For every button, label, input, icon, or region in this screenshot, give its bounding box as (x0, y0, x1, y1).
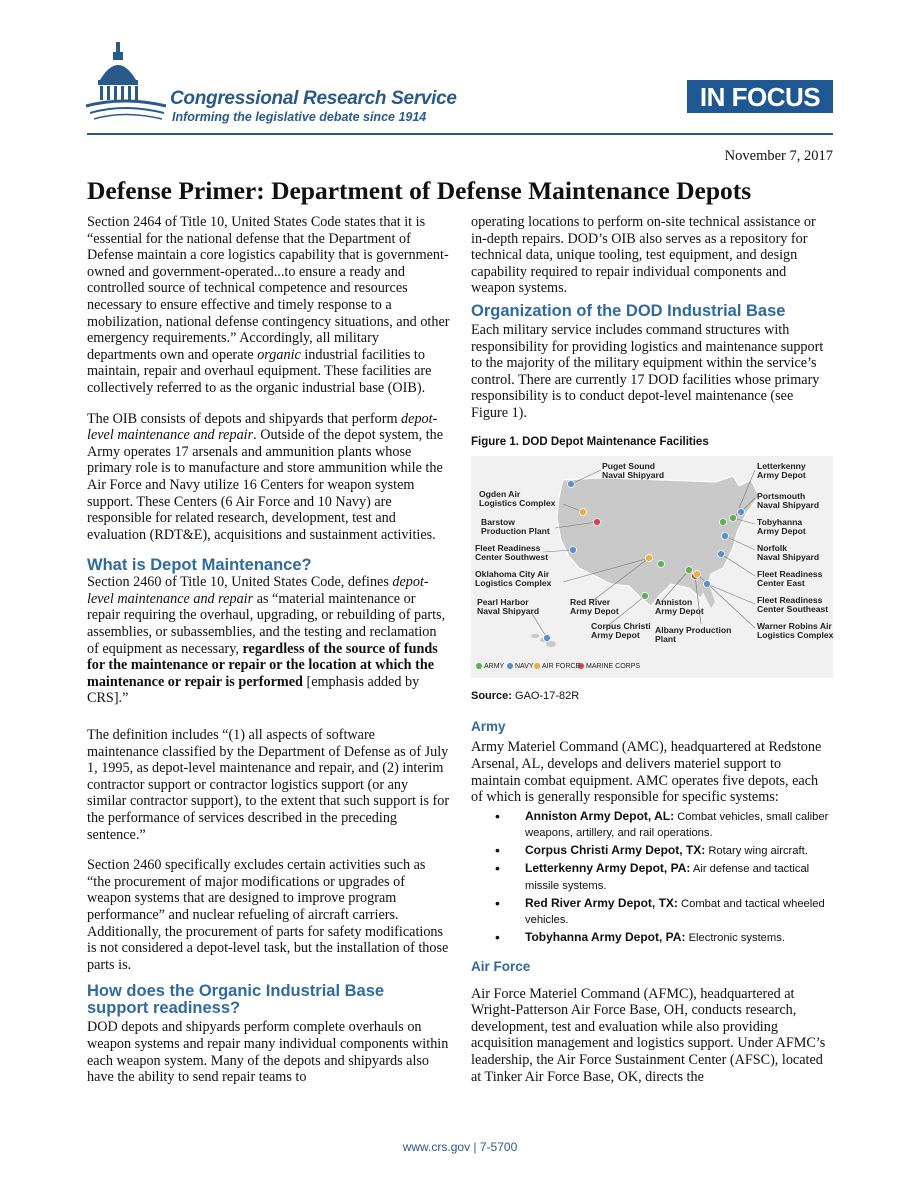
figure-caption: Figure 1. DOD Depot Maintenance Facilities (471, 435, 709, 448)
marker-anniston (686, 567, 693, 574)
figure-source: Source: GAO-17-82R (471, 690, 580, 703)
label-frcsw: Fleet Readiness Center Southwest (475, 543, 549, 563)
list-item: • Anniston Army Depot, AL: Combat vehicles, small caliber weapons, artillery, and rail operations. (471, 808, 833, 843)
marker-frcse (704, 581, 711, 588)
label-tobyhanna: Tobyhanna Army Depot (757, 517, 806, 537)
marker-tobyhanna (730, 515, 737, 522)
heading-oib-readiness: How does the Organic Industrial Base support readiness? (87, 982, 385, 1018)
list-item: • Red River Army Depot, TX: Combat and tactical wheeled vehicles. (471, 895, 833, 930)
right-column (471, 214, 833, 1099)
legend-air-force: AIR FORCE (542, 663, 581, 671)
legend-marine-corps: MARINE CORPS (586, 663, 641, 671)
marker-frcsw (570, 547, 577, 554)
air-force-paragraph: Air Force Materiel Command (AFMC), headquartered at Wright-Patterson Air Force Base, OH, conducts research, development, test and evaluation while also providing acquisition management and logistics support. Under AFMC’s leadership, the Air Force Sustainment Center (AFSC), located at Tinker Air Force Base, OK, directs the (471, 985, 826, 1085)
in-focus-badge: IN FOCUS (687, 80, 833, 113)
army-depot-list (471, 808, 833, 947)
army-paragraph: Army Materiel Command (AMC), headquartered at Redstone Arsenal, AL, develops and delivers materiel support to maintain combat equipment. AMC operates five depots, each of which is generally responsible for specific systems: (471, 739, 822, 806)
label-portsmouth: Portsmouth Naval Shipyard (757, 491, 820, 511)
header-rule (87, 133, 833, 135)
heading-depot-maintenance: What is Depot Maintenance? (87, 556, 312, 575)
overhaul-paragraph: DOD depots and shipyards perform complete overhauls on weapon systems and repair many individual components within each weapon system. Many of the depots and shipyards also have the ability to send repair teams to (87, 1019, 449, 1086)
marker-pearl (544, 635, 551, 642)
heading-army: Army (471, 718, 506, 734)
label-barstow: Barstow Production Plant (481, 517, 550, 537)
heading-air-force: Air Force (471, 959, 531, 975)
marker-puget (568, 481, 575, 488)
page-title: Defense Primer: Department of Defense Maintenance Depots (87, 176, 752, 205)
marker-warner (694, 571, 701, 578)
footer-url[interactable]: www.crs.gov (402, 1140, 471, 1154)
list-item: • Letterkenny Army Depot, PA: Air defense and tactical missile systems. (471, 860, 833, 895)
label-oklahoma: Oklahoma City Air Logistics Complex (475, 569, 552, 589)
publication-date: November 7, 2017 (724, 148, 833, 164)
left-column (87, 214, 450, 1100)
exclusions-paragraph: Section 2460 specifically excludes certain activities such as “the procurement of major modifications or upgrades of weapon systems that are designed to improve program performance” and nuclear refueling of aircraft carriers. Additionally, the procurement of parts for safety modifications is not considered a depot-level task, but the installation of those parts is. (87, 857, 449, 973)
marker-corpus (642, 593, 649, 600)
label-albany: Albany Production Plant (655, 625, 732, 645)
software-paragraph: The definition includes “(1) all aspects of software maintenance classified by the Department of Defense as of July 1, 1995, as depot-level maintenance and repair, and (2) interim contractor support or contractor logistics support (or any similar contractor support), to the extent that such support is for the performance of services described in the preceding sentence.” (87, 727, 450, 843)
label-warner: Warner Robins Air Logistics Complex (757, 621, 834, 641)
marker-portsmouth (738, 509, 745, 516)
label-letterkenny: Letterkenny Army Depot (757, 461, 806, 481)
label-ogden: Ogden Air Logistics Complex (479, 489, 556, 509)
label-anniston: Anniston Army Depot (655, 597, 704, 617)
crs-capitol-logo (84, 40, 168, 128)
depot-map-figure (471, 456, 833, 678)
marker-ogden (580, 509, 587, 516)
org-name: Congressional Research Service (170, 88, 457, 109)
label-redriver: Red River Army Depot (570, 597, 619, 617)
definition-paragraph: Section 2460 of Title 10, United States Code, defines depot-level maintenance and repair as “material maintenance or repair requiring the overhaul, upgrading, or rebuilding of parts, assemblies, or subassemblies, and the testing and reclamation of equipment as necessary, regardless of the source of funds for the maintenance or repair or the location at which the maintenance or repair is performed [emphasis added by CRS].” (87, 574, 446, 707)
legend-army: ARMY (484, 663, 505, 671)
label-frce: Fleet Readiness Center East (757, 569, 823, 589)
marker-barstow (594, 519, 601, 526)
list-item: • Corpus Christi Army Depot, TX: Rotary wing aircraft. (471, 842, 833, 860)
label-pearl: Pearl Harbor Naval Shipyard (477, 597, 540, 617)
hawaii-islands (531, 634, 556, 647)
org-tagline: Informing the legislative debate since 1914 (172, 110, 427, 124)
footer-separator: | (473, 1140, 477, 1154)
footer-number: 7-5700 (479, 1140, 518, 1154)
legend-navy: NAVY (515, 663, 534, 671)
marker-letterkenny (720, 519, 727, 526)
page-footer (0, 1140, 920, 1154)
us-mainland-shape (557, 476, 759, 606)
label-norfolk: Norfolk Naval Shipyard (757, 543, 820, 563)
marker-redriver (658, 561, 665, 568)
intro-paragraph: Section 2464 of Title 10, United States Code states that it is “essential for the national defense that the Department of Defense maintain a core logistics capability that is government-owned and government-operated...to ensure a ready and controlled source of technical competence and resources necessary to ensure effective and timely response to a mobilization, national defense contingency situations, and other emergency requirements.” Accordingly, all military departments own and operate organic industrial facilities to maintain, repair and overhaul equipment. These facilities are collectively referred to as the organic industrial base (OIB). (87, 214, 450, 396)
organization-paragraph: Each military service includes command structures with responsibility for providing logistics and maintenance support to the majority of the military equipment within the service’s control. There are currently 17 DOD facilities whose primary responsibility is to conduct depot-level maintenance (see Figure 1). (471, 321, 824, 421)
heading-organization: Organization of the DOD Industrial Base (471, 301, 786, 320)
label-puget: Puget Sound Naval Shipyard (602, 461, 665, 481)
label-frcse: Fleet Readiness Center Southeast (757, 595, 829, 615)
oib-paragraph: The OIB consists of depots and shipyards that perform depot-level maintenance and repair. Outside of the depot system, the Army operates 17 arsenals and ammunition plants whose primary role is to manufacture and store ammunition while the Air Force and Navy utilize 16 Centers for weapon system support. These Centers (6 Air Force and 10 Navy) are responsible for related research, development, test and evaluation (RDT&E), acquisitions and sustainment activities. (87, 410, 444, 543)
marker-frce (718, 551, 725, 558)
marker-oklahoma (646, 555, 653, 562)
repository-paragraph: operating locations to perform on-site technical assistance or in-depth repairs. DOD’s OIB also serves as a repository for technical data, unique tooling, test equipment, and design capability required to repair individual components and weapon systems. (471, 214, 816, 297)
list-item: • Tobyhanna Army Depot, PA: Electronic systems. (471, 929, 833, 947)
marker-norfolk (722, 533, 729, 540)
label-corpus: Corpus Christi Army Depot (591, 621, 651, 641)
